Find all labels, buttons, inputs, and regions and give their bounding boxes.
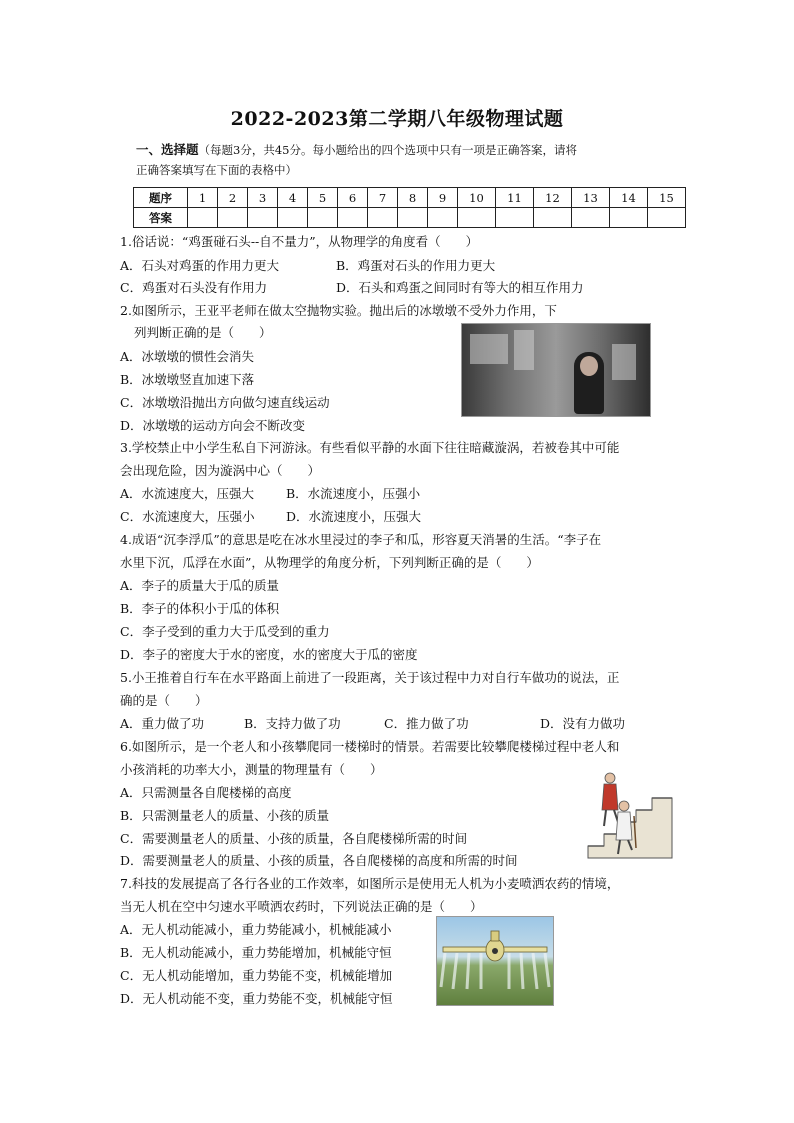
table-number-cell: 13 (572, 188, 610, 208)
q6-option-d: D．需要测量老人的质量、小孩的质量，各自爬楼梯的高度和所需的时间 (120, 853, 518, 868)
q7-stem-line1: 7.科技的发展提高了各行各业的工作效率，如图所示是使用无人机为小麦喷洒农药的情境， (120, 876, 620, 891)
table-number-cell: 1 (188, 188, 218, 208)
table-number-cell: 9 (428, 188, 458, 208)
table-number-cell: 7 (368, 188, 398, 208)
table-header-answer: 答案 (134, 208, 188, 228)
q4-option-a: A．李子的质量大于瓜的质量 (120, 578, 280, 593)
table-number-cell: 12 (534, 188, 572, 208)
answer-cell[interactable] (398, 208, 428, 228)
section-instruction-line2: 正确答案填写在下面的表格中） (136, 163, 297, 177)
table-number-cell: 2 (218, 188, 248, 208)
table-number-cell: 6 (338, 188, 368, 208)
table-number-cell: 8 (398, 188, 428, 208)
q4-option-c: C．李子受到的重力大于瓜受到的重力 (120, 624, 330, 639)
q1-option-a: A．石头对鸡蛋的作用力更大 (120, 258, 280, 273)
q3-option-d: D．水流速度小，压强大 (286, 509, 422, 524)
table-number-cell: 15 (648, 188, 686, 208)
section-instruction: （每题3分，共45分。每小题给出的四个选项中只有一项是正确答案，请将 (198, 143, 577, 157)
q3-option-a: A．水流速度大，压强大 (120, 486, 255, 501)
table-number-cell: 11 (496, 188, 534, 208)
table-header-number: 题序 (134, 188, 188, 208)
q2-stem-line2: 列判断正确的是（ ） (134, 325, 272, 340)
q6-stem-line2: 小孩消耗的功率大小，测量的物理量有（ ） (120, 762, 383, 777)
q5-stem-line2: 确的是（ ） (120, 693, 208, 708)
q2-option-c: C．冰墩墩沿抛出方向做匀速直线运动 (120, 395, 330, 410)
section-instruction-line1 (136, 142, 577, 158)
q7-stem-line2: 当无人机在空中匀速水平喷洒农药时，下列说法正确的是（ ） (120, 899, 483, 914)
q3-option-b: B．水流速度小，压强小 (286, 486, 421, 501)
answer-cell[interactable] (338, 208, 368, 228)
q2-option-d: D．冰墩墩的运动方向会不断改变 (120, 418, 306, 433)
answer-cell[interactable] (248, 208, 278, 228)
answer-cell[interactable] (428, 208, 458, 228)
page-title: 2022-2023第二学期八年级物理试题 (230, 108, 564, 130)
q4-option-d: D．李子的密度大于水的密度，水的密度大于瓜的密度 (120, 647, 418, 662)
q2-option-a: A．冰墩墩的惯性会消失 (120, 349, 255, 364)
answer-cell[interactable] (308, 208, 338, 228)
q7-option-a: A．无人机动能减小，重力势能减小，机械能减小 (120, 922, 392, 937)
table-number-cell: 14 (610, 188, 648, 208)
q1-option-b: B．鸡蛋对石头的作用力更大 (336, 258, 496, 273)
q5-stem-line1: 5.小王推着自行车在水平路面上前进了一段距离，关于该过程中力对自行车做功的说法，正 (120, 670, 620, 685)
answer-cell[interactable] (610, 208, 648, 228)
answer-cell[interactable] (648, 208, 686, 228)
answer-cell[interactable] (572, 208, 610, 228)
q2-option-b: B．冰墩墩竖直加速下落 (120, 372, 255, 387)
q6-option-a: A．只需测量各自爬楼梯的高度 (120, 785, 292, 800)
q6-option-c: C．需要测量老人的质量、小孩的质量，各自爬楼梯所需的时间 (120, 831, 468, 846)
q4-stem-line2: 水里下沉，瓜浮在水面”，从物理学的角度分析，下列判断正确的是（ ） (120, 555, 539, 570)
stairs-illustration (584, 770, 676, 862)
answer-cell[interactable] (278, 208, 308, 228)
table-number-cell: 10 (458, 188, 496, 208)
q7-option-d: D．无人机动能不变，重力势能不变，机械能守恒 (120, 991, 393, 1006)
q5-option-b: B．支持力做了功 (244, 716, 341, 731)
q6-stem-line1: 6.如图所示，是一个老人和小孩攀爬同一楼梯时的情景。若需要比较攀爬楼梯过程中老人和 (120, 739, 620, 754)
q1-option-d: D．石头和鸡蛋之间同时有等大的相互作用力 (336, 280, 584, 295)
table-number-cell: 4 (278, 188, 308, 208)
q7-option-b: B．无人机动能减小，重力势能增加，机械能守恒 (120, 945, 392, 960)
answer-cell[interactable] (496, 208, 534, 228)
q5-option-a: A．重力做了功 (120, 716, 205, 731)
answer-table (133, 187, 686, 228)
answer-cell[interactable] (218, 208, 248, 228)
q5-option-d: D．没有力做功 (540, 716, 626, 731)
q3-stem-line2: 会出现危险，因为漩涡中心（ ） (120, 463, 321, 478)
q6-option-b: B．只需测量老人的质量、小孩的质量 (120, 808, 330, 823)
answer-cell[interactable] (188, 208, 218, 228)
answer-cell[interactable] (534, 208, 572, 228)
q3-stem-line1: 3.学校禁止中小学生私自下河游泳。有些看似平静的水面下往往暗藏漩涡，若被卷其中可能 (120, 440, 620, 455)
q3-option-c: C．水流速度大，压强小 (120, 509, 255, 524)
q1-stem: 1.俗话说：“鸡蛋碰石头--自不量力”，从物理学的角度看（ ） (120, 234, 479, 249)
q5-option-c: C．推力做了功 (384, 716, 469, 731)
q2-stem-line1: 2.如图所示，王亚平老师在做太空抛物实验。抛出后的冰墩墩不受外力作用，下 (120, 303, 557, 318)
answer-cell[interactable] (368, 208, 398, 228)
crop-spraying-plane-photo (436, 916, 554, 1006)
q4-option-b: B．李子的体积小于瓜的体积 (120, 601, 280, 616)
table-number-cell: 5 (308, 188, 338, 208)
q1-option-c: C．鸡蛋对石头没有作用力 (120, 280, 268, 295)
q7-option-c: C．无人机动能增加，重力势能不变，机械能增加 (120, 968, 393, 983)
answer-table-number-row (134, 188, 686, 208)
q4-stem-line1: 4.成语“沉李浮瓜”的意思是吃在冰水里浸过的李子和瓜，形容夏天消暑的生活。“李子在 (120, 532, 602, 547)
space-experiment-photo (461, 323, 651, 417)
answer-table-answer-row (134, 208, 686, 228)
answer-cell[interactable] (458, 208, 496, 228)
section-label: 一、选择题 (136, 142, 199, 157)
table-number-cell: 3 (248, 188, 278, 208)
